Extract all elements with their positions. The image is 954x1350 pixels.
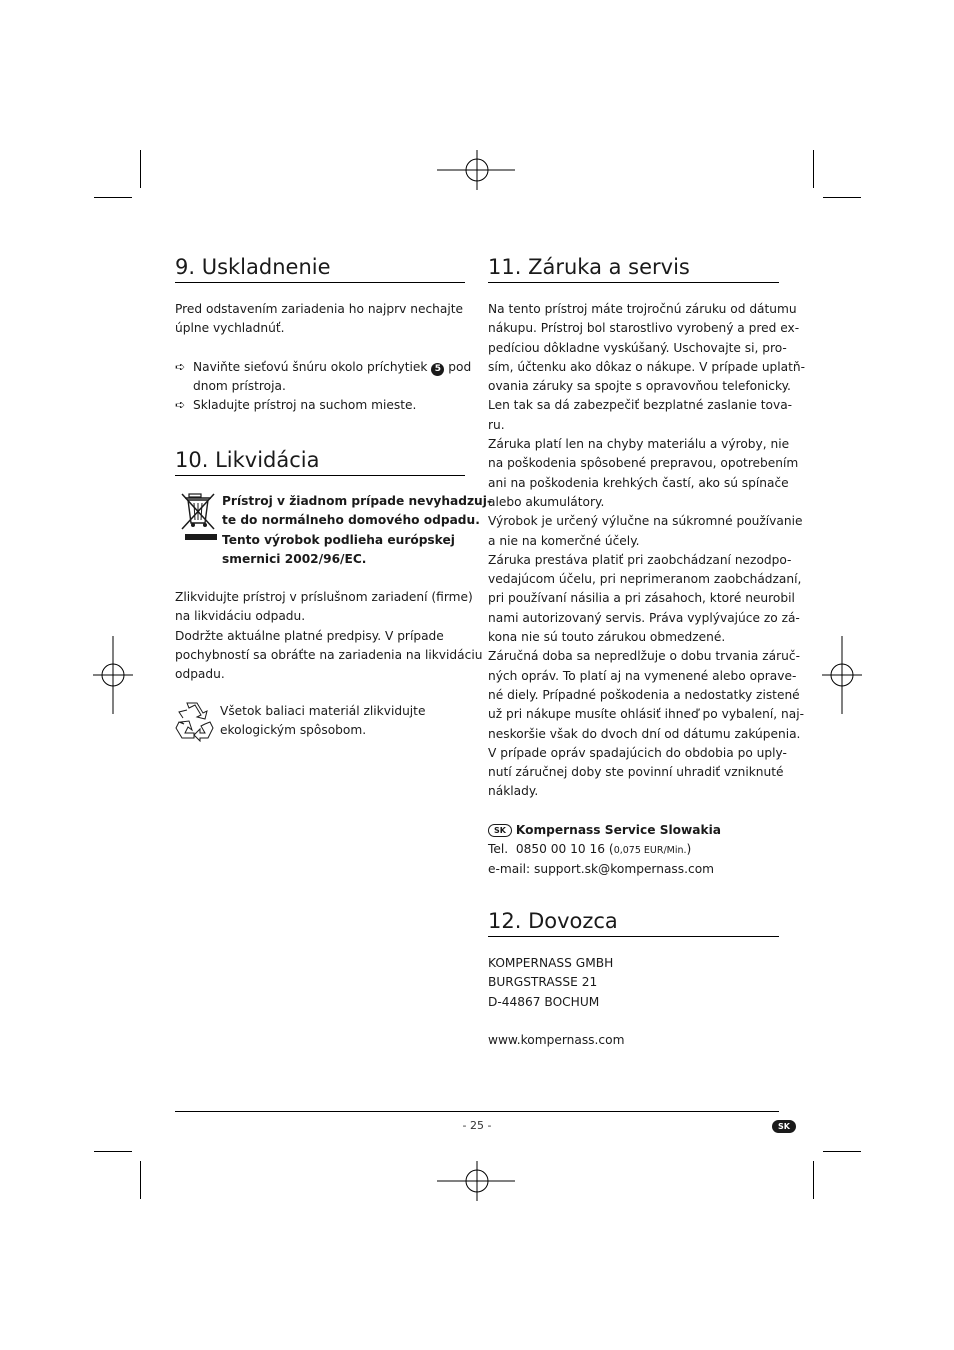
warranty-line: né diely. Prípadné poškodenia a nedostatky zistené xyxy=(488,687,800,702)
importer-section xyxy=(488,908,779,1050)
footer-divider xyxy=(175,1111,779,1112)
warranty-line: pri používaní násilia a pri zásahoch, ktoré neurobil xyxy=(488,591,795,606)
warranty-line: vedajúcom účelu, pri neprimeranom zaobchádzaní, xyxy=(488,572,802,587)
warranty-line: Záruka platí len na chyby materiálu a výroby, nie xyxy=(488,437,790,452)
country-badge: SK xyxy=(488,824,512,837)
service-name: Kompernass Service Slowakia xyxy=(515,822,722,837)
warranty-line: náklady. xyxy=(488,784,539,799)
warranty-line: nutí záručnej doby ste povinní uhradiť vzniknuté xyxy=(488,765,784,780)
warranty-line: neskoršie však do dvoch dní od dátumu zakúpenia. xyxy=(488,726,801,741)
warranty-line: Výrobok je určený výlučne na súkromné používanie xyxy=(488,514,803,529)
registration-mark-right xyxy=(822,636,862,714)
warranty-line: nákupu. Prístroj bol starostlivo vyrobený a pred ex- xyxy=(488,321,800,336)
warranty-line: Záručná doba sa nepredlžuje o dobu trvania záruč- xyxy=(488,649,800,664)
warranty-heading: 11. Záruka a servis xyxy=(488,254,779,283)
warranty-line: a nie na komerčné účely. xyxy=(488,533,640,548)
service-contact: SK Kompernass Service Slowakia Tel. 0850 00 10 16 (0,075 EUR/Min.) e-mail: support.sk@kompernass.com xyxy=(488,821,779,880)
part-number-badge: 5 xyxy=(431,363,444,376)
weee-bin-icon xyxy=(179,491,217,547)
service-phone: 0850 00 10 16 ( xyxy=(515,842,614,857)
recycle-note: Všetok baliaci materiál zlikvidujte ekologickým spôsobom. xyxy=(220,704,426,738)
arrow-icon: ➪ xyxy=(175,398,186,413)
storage-bullet-cord: ➪ Naviňte sieťovú šnúru okolo príchytiek 5 pod dnom prístroja. xyxy=(175,359,472,393)
warranty-line: V prípade opráv spadajúcich do obdobia po uply- xyxy=(488,745,787,760)
page-number: - 25 - xyxy=(462,1119,492,1132)
arrow-icon: ➪ xyxy=(175,359,186,374)
importer-heading: 12. Dovozca xyxy=(488,908,779,937)
warranty-section xyxy=(488,254,806,880)
registration-mark-top xyxy=(437,150,517,190)
disposal-warning: Prístroj v žiadnom prípade nevyhadzuj- te do normálneho domového odpadu. Tento výrobok podlieha európskej smernici 2002/96/EC. xyxy=(222,494,492,566)
warranty-line: pedíciou dôkladne vyskúšaný. Uschovajte si, pro- xyxy=(488,340,787,355)
storage-section xyxy=(175,254,472,415)
warranty-line: Záruka prestáva platiť pri zaobchádzaní nezodpo- xyxy=(488,552,792,567)
warranty-line: ru. xyxy=(488,417,505,432)
recycle-icon xyxy=(175,702,215,742)
storage-bullet-dry: ➪ Skladujte prístroj na suchom mieste. xyxy=(175,396,465,415)
language-badge: SK xyxy=(772,1120,796,1133)
importer-website[interactable]: www.kompernass.com xyxy=(488,1032,625,1047)
warranty-line: ovania záruky sa spojte s opravovňou telefonicky. xyxy=(488,379,791,394)
warranty-line: alebo akumulátory. xyxy=(488,494,605,509)
warranty-line: sím, účtenku ako dôkaz o nákupe. V prípade uplatň- xyxy=(488,359,806,374)
importer-address: KOMPERNASS GMBH BURGSTRASSE 21 D-44867 BOCHUM xyxy=(488,956,614,1009)
call-rate: 0,075 EUR/Min. xyxy=(613,845,687,857)
disposal-body: Zlikvidujte prístroj v príslušnom zariadení (firme) na likvidáciu odpadu. Dodržte aktuálne platné predpisy. V prípade pochybností sa obráťte na zariadenia na likvidáciu odpadu. xyxy=(175,590,483,682)
warranty-line: Len tak sa dá zabezpečiť bezplatné zaslanie tova- xyxy=(488,398,793,413)
disposal-section xyxy=(175,447,492,738)
storage-intro: Pred odstavením zariadenia ho najprv nechajte úplne vychladnúť. xyxy=(175,302,464,336)
registration-mark-bottom xyxy=(437,1161,517,1201)
warranty-line: na poškodenia spôsobené prepravou, opotrebením xyxy=(488,456,799,471)
warranty-line: ani na poškodenia krehkých častí, ako sú spínače xyxy=(488,475,789,490)
warranty-line: ných opráv. To platí aj na vymenené alebo opravе- xyxy=(488,668,797,683)
disposal-heading: 10. Likvidácia xyxy=(175,447,465,476)
warranty-body xyxy=(488,300,806,802)
warranty-line: Na tento prístroj máte trojročnú záruku od dátumu xyxy=(488,302,797,316)
registration-mark-left xyxy=(93,636,133,714)
storage-heading: 9. Uskladnenie xyxy=(175,254,465,283)
warranty-line: už pri nákupe musíte ohlásiť ihneď po vybalení, naj- xyxy=(488,707,804,722)
warranty-line: kona nie sú touto zárukou obmedzené. xyxy=(488,630,726,645)
warranty-line: nami autorizovaný servis. Práva vyplývajúce zo zá- xyxy=(488,610,800,625)
service-email: e-mail: support.sk@kompernass.com xyxy=(488,862,715,877)
